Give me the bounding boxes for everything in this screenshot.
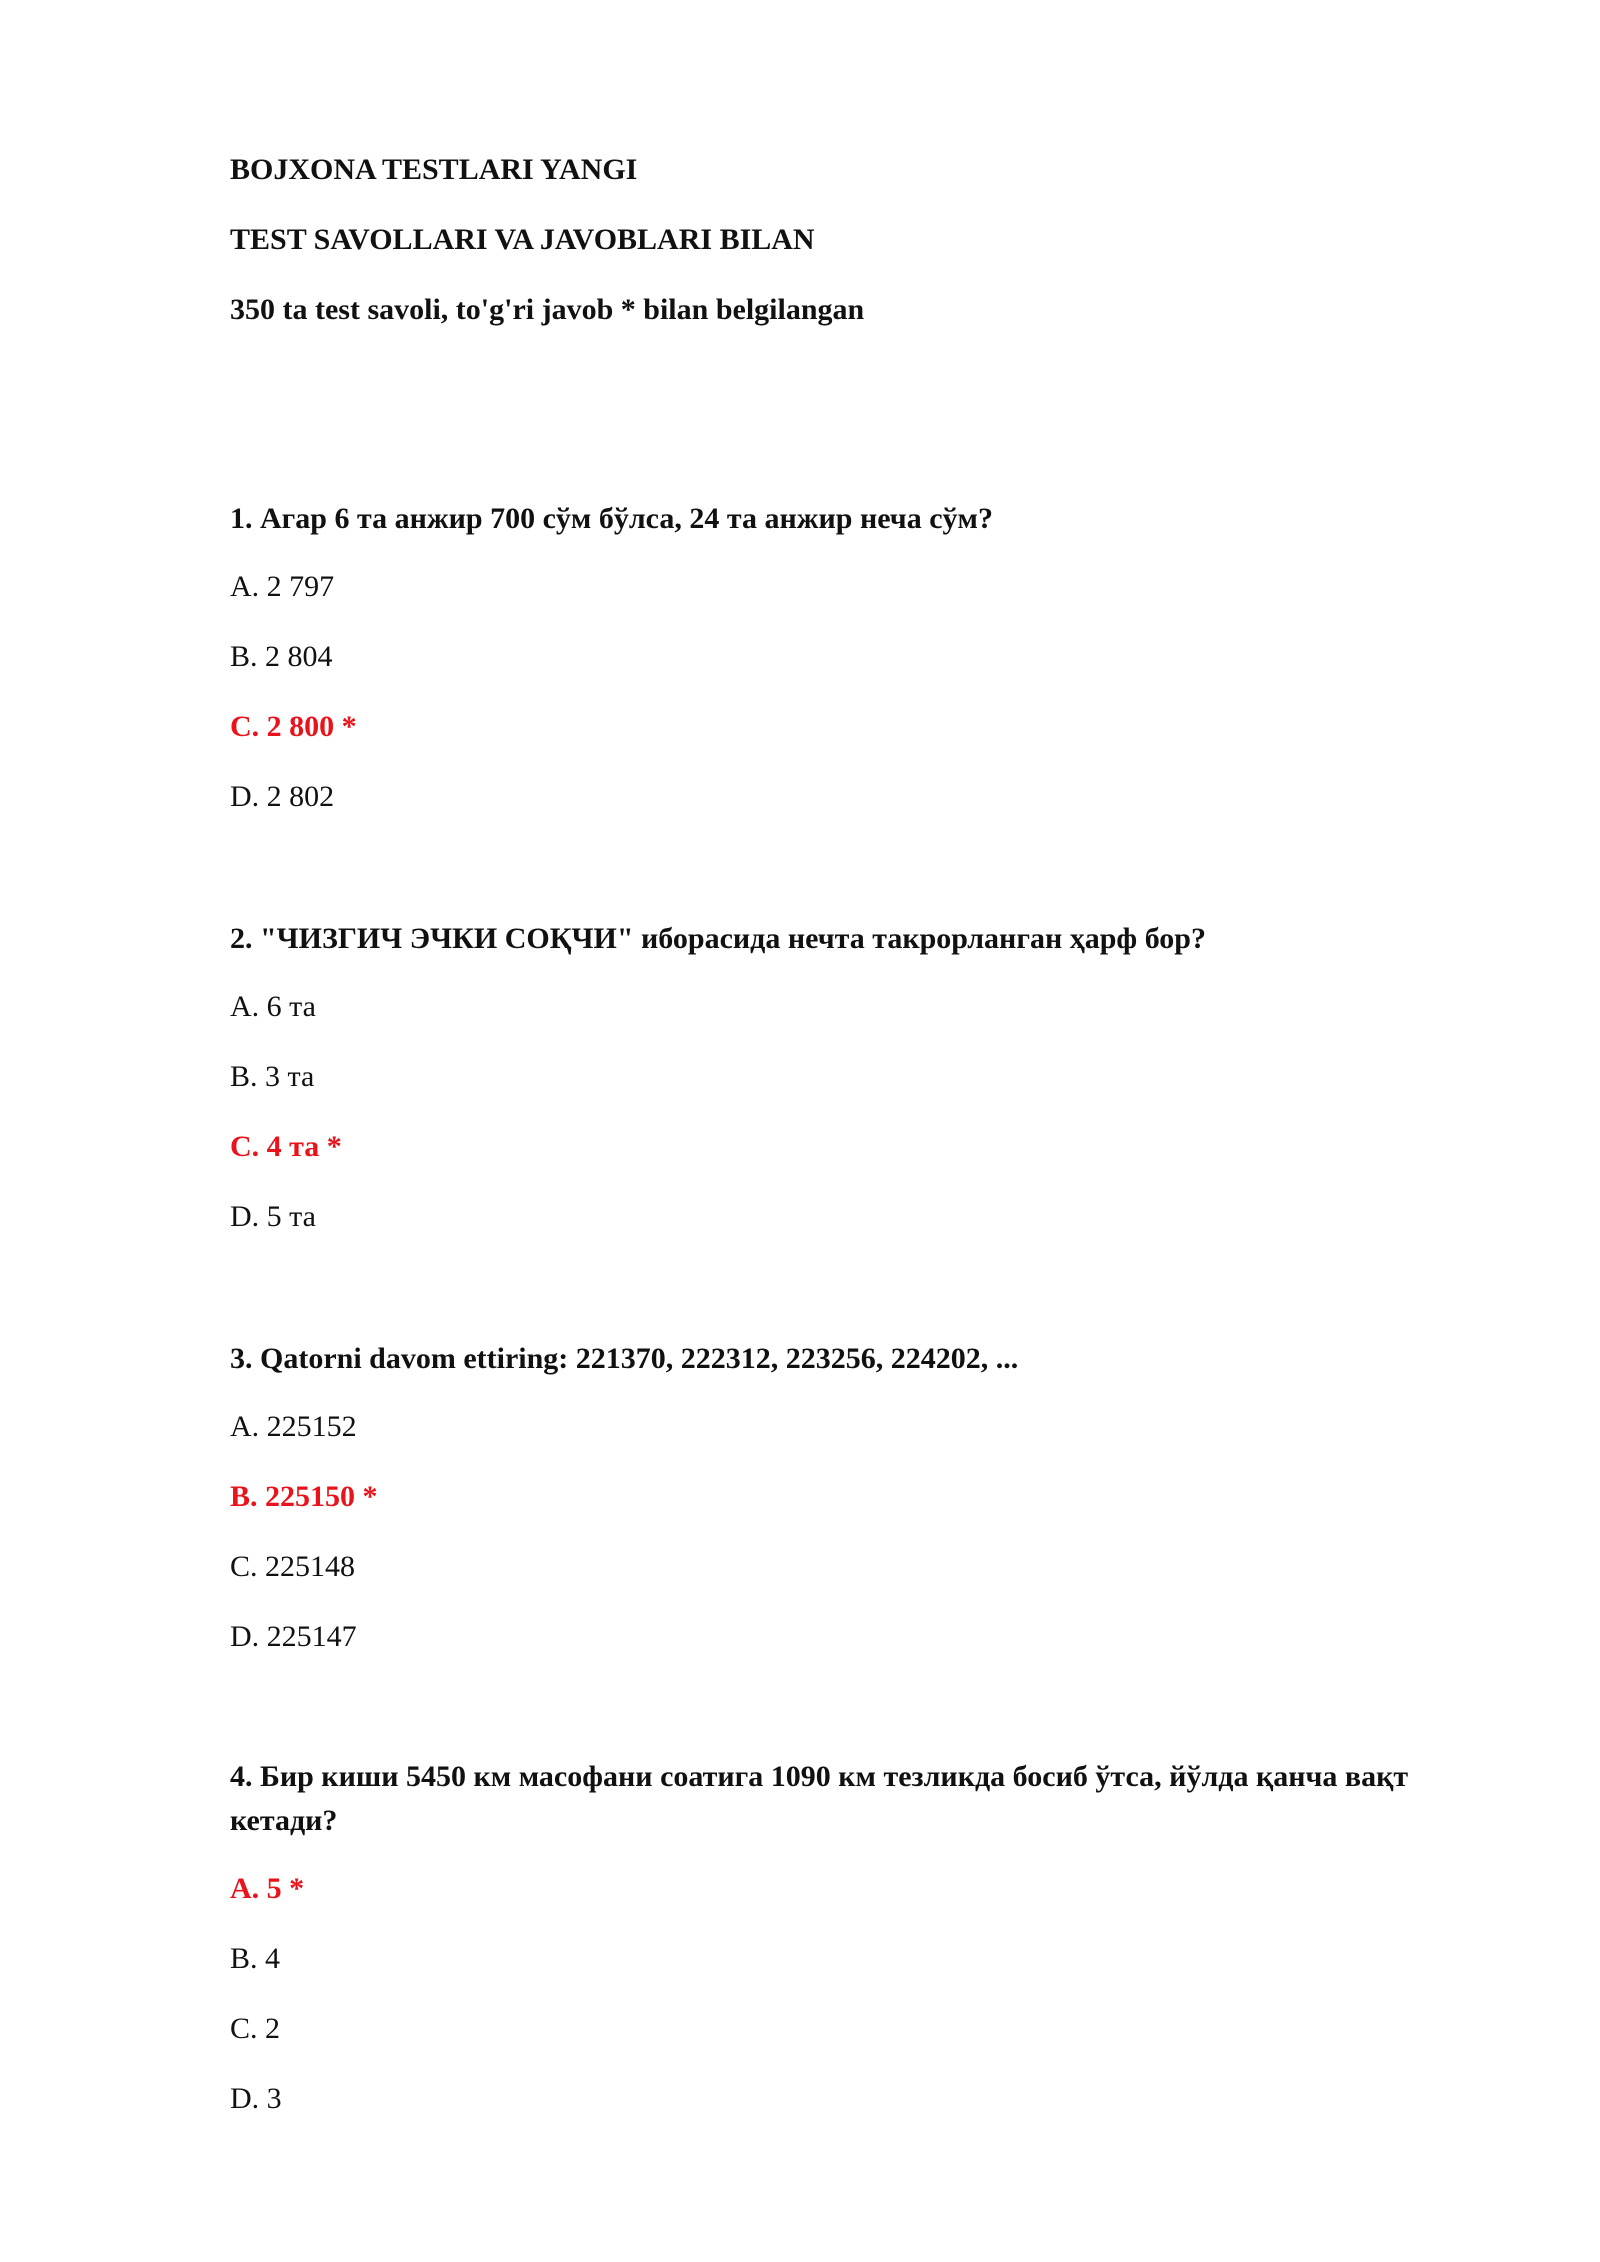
answer-option-a: A. 2 797 xyxy=(230,570,335,603)
document-note: 350 ta test savoli, to'g'ri javob * bilan belgilangan xyxy=(230,293,865,326)
answer-option-c-correct: C. 4 та * xyxy=(230,1130,342,1163)
answer-option-c: C. 225148 xyxy=(230,1550,356,1583)
answer-option-b-correct: B. 225150 * xyxy=(230,1480,378,1513)
question-4 xyxy=(230,1755,1430,2151)
answer-option-b: B. 3 та xyxy=(230,1060,315,1093)
answer-option-d: D. 5 та xyxy=(230,1200,316,1233)
answer-option-d: D. 225147 xyxy=(230,1620,357,1653)
answer-option-b: B. 4 xyxy=(230,1942,281,1975)
answer-option-c-correct: C. 2 800 * xyxy=(230,710,357,743)
document-subtitle: TEST SAVOLLARI VA JAVOBLARI BILAN xyxy=(230,223,815,256)
answer-option-a: A. 225152 xyxy=(230,1410,357,1443)
answer-option-c: C. 2 xyxy=(230,2012,281,2045)
question-text: 1. Агар 6 та анжир 700 сўм бўлса, 24 та анжир неча сўм? xyxy=(230,502,993,535)
answer-option-a: A. 6 та xyxy=(230,990,316,1023)
question-text: 4. Бир киши 5450 км масофани соатига 1090 км тезликда босиб ўтса, йўлда қанча вақт кетади? xyxy=(230,1760,1409,1837)
answer-option-a-correct: A. 5 * xyxy=(230,1872,305,1905)
document-title: BOJXONA TESTLARI YANGI xyxy=(230,153,638,186)
question-text: 3. Qatorni davom ettiring: 221370, 222312, 223256, 224202, ... xyxy=(230,1342,1019,1375)
answer-option-b: B. 2 804 xyxy=(230,640,333,673)
answer-option-d: D. 3 xyxy=(230,2082,282,2115)
question-3 xyxy=(230,1337,1430,1689)
answer-option-d: D. 2 802 xyxy=(230,780,335,813)
question-1 xyxy=(230,497,1430,849)
question-2 xyxy=(230,917,1430,1269)
question-text: 2. "ЧИЗГИЧ ЭЧКИ СОҚЧИ" иборасида нечта такрорланган ҳарф бор? xyxy=(230,922,1206,955)
